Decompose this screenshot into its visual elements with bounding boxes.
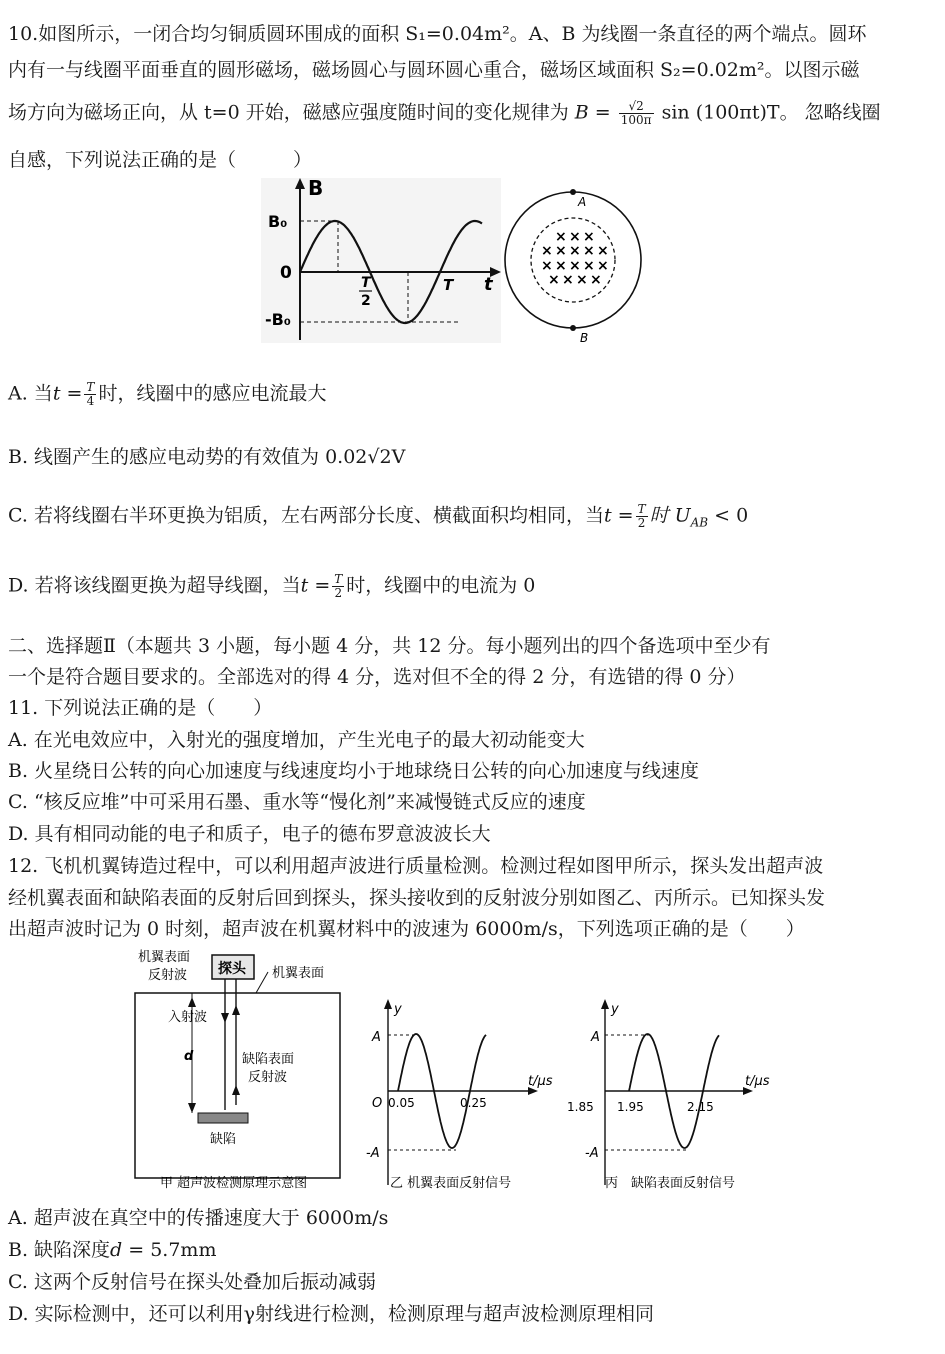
field-cross: × [583,243,595,259]
yi-a-label: A [372,1030,381,1045]
defect-reflect-label-2: 反射波 [248,1070,288,1085]
q10-option-a[interactable] [8,381,326,408]
q11-option-c[interactable]: C. “核反应堆”中可采用石墨、重水等“慢化剂”来减慢链式反应的速度 [8,791,586,813]
depth-arrow-bottom [188,1103,196,1113]
fig-bing [565,995,780,1195]
q10-option-d-num: T [334,572,343,586]
half-t-den: 2 [361,293,371,309]
q10-option-c-pre: C. 若将线圈右半环更换为铝质，左右两部分长度、横截面积均相同，当 [8,504,604,527]
q10-option-d-post: 时，线圈中的电流为 0 [346,574,536,597]
q10-option-c-sub: AB [690,515,709,530]
q12-line-2: 经机翼表面和缺陷表面的反射后回到探头，探头接收到的反射波分别如图乙、丙所示。已知探头发 [8,887,826,909]
q10-line-1: 10.如图所示，一闭合均匀铜质圆环围成的面积 S₁=0.04m²。A、B 为线圈一条直径的两个端点。圆环 [8,23,867,45]
reflect-arrow-top [232,1005,240,1015]
point-a-label: A [578,195,587,209]
depth-arrow-top [188,997,196,1007]
q10-option-d-pre: D. 若将该线圈更换为超导线圈，当 [8,574,301,597]
q10-line-3-post: 忽略线圈 [804,101,881,124]
q10-line-3 [8,100,881,127]
q12-option-b[interactable] [8,1238,216,1262]
point-b [570,325,576,331]
reflect-arrow [232,1085,240,1095]
q10-formula-rhs: sin (100πt)T。 [661,101,799,124]
q10-option-a-pre: A. 当 [8,382,53,405]
q10-option-a-post: 时，线圈中的感应电流最大 [98,382,327,405]
wing-surface-pointer [256,972,268,993]
half-t-num: T [361,275,371,291]
q10-option-d-den: 2 [334,586,343,600]
field-cross: × [576,272,588,288]
q10-bt-graph [258,175,503,345]
field-cross: × [555,243,567,259]
wing-surface-label: 机翼表面 [272,966,325,981]
q10-option-d-t: t = [300,574,331,597]
field-cross: × [548,272,560,288]
bing-a-label: A [591,1030,600,1045]
q12-line-3: 出超声波时记为 0 时刻，超声波在机翼材料中的波速为 6000m/s，下列选项正确的是（ ） [8,918,805,940]
field-cross: × [555,258,567,274]
q10-option-c[interactable] [8,503,748,534]
q12-option-b-pre: B. 缺陷深度 [8,1239,111,1261]
q10-line-4: 自感，下列说法正确的是（ ） [8,149,313,171]
bing-t2-label: 2.15 [687,1100,714,1114]
q10-frac-den: 100π [620,113,652,127]
incident-label: 入射波 [168,1010,208,1025]
bing-neg-a-label: -A [585,1146,599,1161]
b0-label: B₀ [268,212,288,231]
field-cross: × [590,272,602,288]
q11-stem: 11. 下列说法正确的是（ ） [8,697,273,719]
q12-option-b-post: = 5.7mm [122,1239,217,1261]
section2-line-1: 二、选择题Ⅱ（本题共 3 小题，每小题 4 分，共 12 分。每小题列出的四个备选项中至少有 [8,635,771,657]
yi-t2-label: 0.25 [460,1096,487,1110]
bing-t-label: t/μs [745,1074,770,1089]
bing-start-label: 1.85 [567,1100,594,1114]
q10-option-d[interactable] [8,573,535,600]
probe-label: 探头 [218,961,246,977]
field-crosses [541,229,609,288]
q10-line-3-text: 场方向为磁场正向，从 t=0 开始，磁感应强度随时间的变化规律为 [8,101,569,124]
fig-bing-caption: 丙 缺陷表面反射信号 [605,1176,736,1191]
bing-y-arrow [601,999,609,1009]
defect-block [198,1113,248,1123]
origin-label: 0 [280,263,292,283]
surface-reflect-label-2: 反射波 [148,968,188,983]
q10-option-b[interactable]: B. 线圈产生的感应电动势的有效值为 0.02√2V [8,446,406,468]
field-cross: × [597,243,609,259]
q12-option-b-var: d [110,1239,123,1261]
depth-label: d [184,1049,194,1064]
bing-y-label: y [611,1002,619,1017]
fig-yi-caption: 乙 机翼表面反射信号 [390,1176,512,1191]
yi-origin-label: O [372,1096,383,1111]
bing-t1-label: 1.95 [617,1100,644,1114]
field-cross: × [541,243,553,259]
q10-formula-fraction [619,100,654,127]
field-cross: × [597,258,609,274]
field-cross: × [562,272,574,288]
fig-jia [130,945,355,1195]
q11-option-d[interactable]: D. 具有相同动能的电子和质子，电子的德布罗意波波长大 [8,823,491,845]
point-a [570,189,576,195]
q10-ring-figure [500,180,650,345]
q10-option-a-den: 4 [86,394,95,408]
q10-option-c-t: t = [603,504,634,527]
q12-option-d[interactable]: D. 实际检测中，还可以利用γ射线进行检测，检测原理与超声波检测原理相同 [8,1303,654,1325]
yi-neg-a-label: -A [366,1146,380,1161]
field-cross: × [569,243,581,259]
yi-y-arrow [384,999,392,1009]
q10-option-a-frac [84,381,96,408]
field-cross: × [583,229,595,245]
q10-formula-lhs: B = [574,101,611,124]
field-cross: × [541,258,553,274]
q10-option-a-t: t = [52,382,83,405]
graph-background [261,178,501,343]
field-cross: × [555,229,567,245]
q10-option-d-frac [332,573,344,600]
q10-option-c-tail: < 0 [708,504,749,527]
section2-line-2: 一个是符合题目要求的。全部选对的得 4 分，选对但不全的得 2 分，有选错的得 0 分） [8,666,746,688]
q10-option-c-den: 2 [637,516,646,530]
q10-frac-num: √2 [619,100,654,114]
point-b-label: B [580,331,589,345]
yi-t1-label: 0.05 [388,1096,415,1110]
field-cross: × [583,258,595,274]
defect-reflect-label-1: 缺陷表面 [242,1052,295,1067]
incident-arrow [221,1013,229,1023]
field-cross: × [569,229,581,245]
q12-option-a[interactable]: A. 超声波在真空中的传播速度大于 6000m/s [8,1207,389,1229]
fig-jia-caption: 甲 超声波检测原理示意图 [160,1176,308,1191]
t-axis-label: t [484,274,493,295]
q11-option-b[interactable]: B. 火星绕日公转的向心加速度与线速度均小于地球绕日公转的向心加速度与线速度 [8,760,700,782]
q10-option-c-post: 时 U [649,504,691,527]
q10-option-a-num: T [86,380,95,394]
surface-reflect-label-1: 机翼表面 [138,950,191,965]
wing-block [135,993,340,1178]
q12-option-c[interactable]: C. 这两个反射信号在探头处叠加后振动减弱 [8,1271,376,1293]
neg-b0-label: -B₀ [265,310,291,329]
b-axis-label: B [308,176,324,200]
q10-option-c-frac [636,503,648,530]
defect-label: 缺陷 [210,1132,237,1147]
yi-t-label: t/μs [528,1074,553,1089]
q12-line-1: 12. 飞机机翼铸造过程中，可以利用超声波进行质量检测。检测过程如图甲所示，探头发出超声波 [8,855,824,877]
fig-yi [360,995,560,1195]
field-cross: × [569,258,581,274]
q11-option-a[interactable]: A. 在光电效应中，入射光的强度增加，产生光电子的最大初动能变大 [8,729,585,751]
q10-option-c-num: T [637,502,646,516]
yi-y-label: y [394,1002,402,1017]
q10-line-2: 内有一与线圈平面垂直的圆形磁场，磁场圆心与圆环圆心重合，磁场区域面积 S₂=0.02m²。以图示磁 [8,59,860,81]
period-label: T [443,276,454,294]
